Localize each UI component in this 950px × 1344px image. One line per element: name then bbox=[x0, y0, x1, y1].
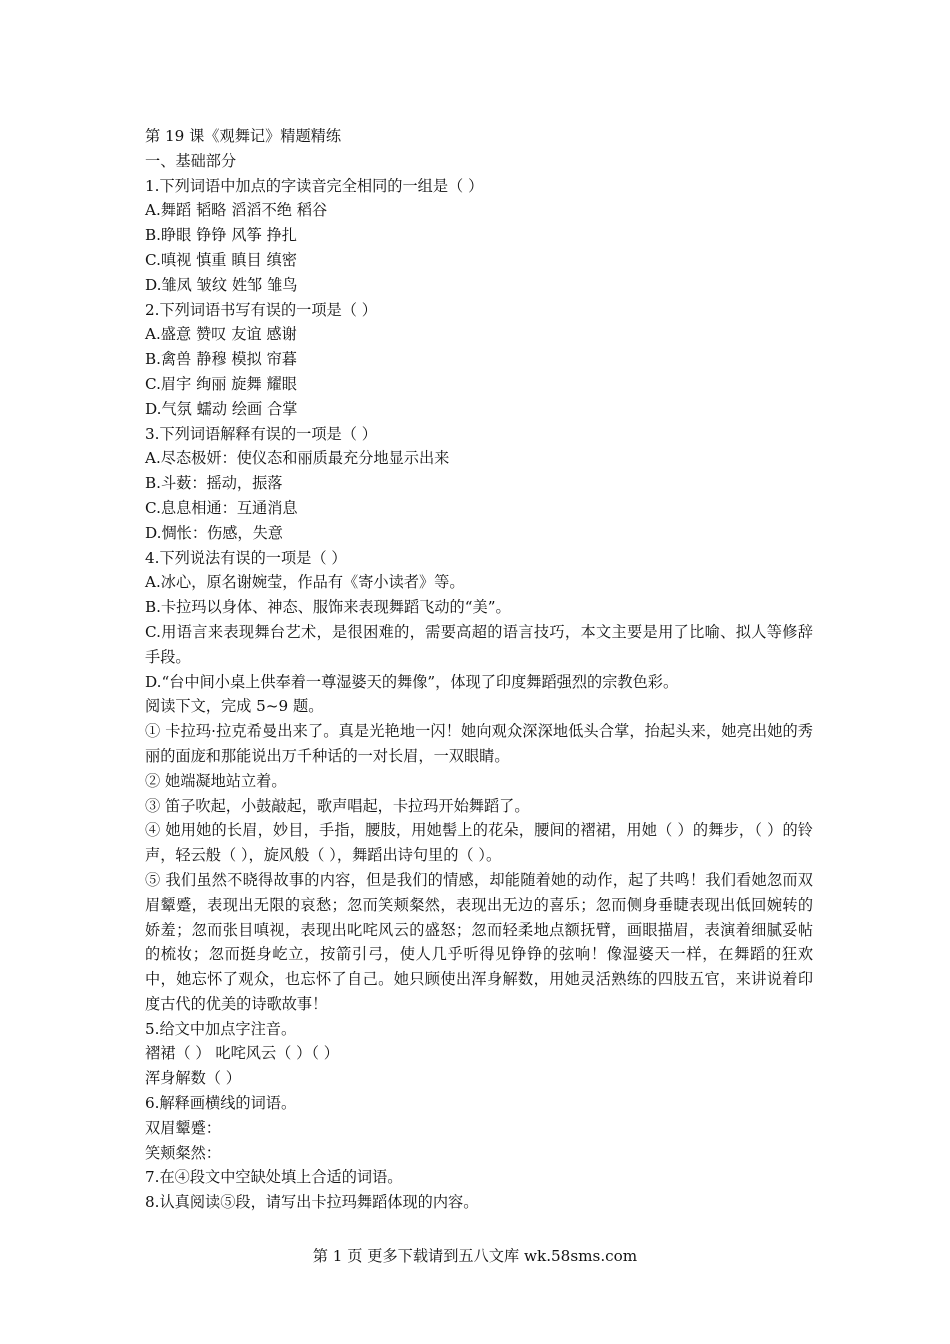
passage-paragraph-3: ③ 笛子吹起，小鼓敲起，歌声唱起，卡拉玛开始舞蹈了。 bbox=[145, 796, 530, 815]
question-6-line-1: 双眉颦蹙： bbox=[145, 1118, 221, 1137]
question-8-stem: 8.认真阅读⑤段，请写出卡拉玛舞蹈体现的内容。 bbox=[145, 1193, 479, 1212]
question-5-stem: 5.给文中加点字注音。 bbox=[145, 1019, 297, 1038]
question-4-option-d: D.“台中间小桌上供奉着一尊湿婆天的舞像”，体现了印度舞蹈强烈的宗教色彩。 bbox=[145, 672, 679, 691]
question-4-option-a: A.冰心，原名谢婉莹，作品有《寄小读者》等。 bbox=[145, 573, 465, 592]
question-1-option-d: D.雏凤 皱纹 姓邹 雏鸟 bbox=[145, 275, 298, 294]
question-2-option-a: A.盛意 赞叹 友谊 感谢 bbox=[145, 325, 297, 344]
passage-paragraph-5: ⑤ 我们虽然不晓得故事的内容，但是我们的情感，却能随着她的动作，起了共鸣！我们看她忽而双眉颦蹙，表现出无限的哀愁；忽而笑颊粲然，表现出无边的喜乐；忽而侧身垂睫表现出低回婉转的娇羞；忽而张目嗔视，表现出叱咤风云的盛怒；忽而轻柔地点额抚臂，画眼描眉，表演着细腻妥帖的梳妆；忽而挺身屹立，按箭引弓，使人几乎听得见铮铮的弦响！像湿婆天一样，在舞蹈的狂欢中，她忘怀了观众，也忘怀了自己。她只顾使出浑身解数，用她灵活熟练的四肢五官，来讲说着印度古代的优美的诗歌故事！ bbox=[145, 870, 813, 1013]
question-3-option-c: C.息息相通：互通消息 bbox=[145, 498, 298, 517]
reading-intro: 阅读下文，完成 5~9 题。 bbox=[145, 697, 324, 716]
section-heading: 一、基础部分 bbox=[145, 151, 237, 170]
question-2-option-d: D.气氛 蠕动 绘画 合掌 bbox=[145, 399, 298, 418]
question-1-option-a: A.舞蹈 韬略 滔滔不绝 稻谷 bbox=[145, 201, 328, 220]
question-6-stem: 6.解释画横线的词语。 bbox=[145, 1094, 297, 1113]
passage-paragraph-2: ② 她端凝地站立着。 bbox=[145, 771, 287, 790]
question-3-option-b: B.斗薮：摇动，振落 bbox=[145, 474, 283, 493]
question-5-line-2: 浑身解数（ ） bbox=[145, 1069, 241, 1088]
question-2-option-c: C.眉宇 绚丽 旋舞 耀眼 bbox=[145, 374, 297, 393]
question-2-option-b: B.禽兽 静穆 模拟 帘暮 bbox=[145, 350, 297, 369]
passage-paragraph-4: ④ 她用她的长眉，妙目，手指，腰肢，用她髻上的花朵，腰间的褶裙，用她（ ）的舞步，（ ）的铃声，轻云般（ ），旋风般（ ），舞蹈出诗句里的（ ）。 bbox=[145, 821, 813, 865]
question-6-line-2: 笑颊粲然： bbox=[145, 1143, 221, 1162]
question-3-option-a: A.尽态极妍：使仪态和丽质最充分地显示出来 bbox=[145, 449, 450, 468]
question-7-stem: 7.在④段文中空缺处填上合适的词语。 bbox=[145, 1168, 403, 1187]
document-title: 第 19 课《观舞记》精题精练 bbox=[145, 127, 342, 145]
question-4-option-c: C.用语言来表现舞台艺术，是很困难的，需要高超的语言技巧，本文主要是用了比喻、拟人等修辞手段。 bbox=[145, 622, 813, 666]
page-footer: 第 1 页 更多下载请到五八文库 wk.58sms.com bbox=[312, 1247, 638, 1265]
question-5-line-1: 褶裙（ ） 叱咤风云（ ）（ ） bbox=[145, 1044, 339, 1063]
question-3-option-d: D.惆怅：伤感，失意 bbox=[145, 523, 283, 542]
question-1-option-b: B.睁眼 铮铮 风筝 挣扎 bbox=[145, 226, 297, 245]
question-3-stem: 3.下列词语解释有误的一项是（ ） bbox=[145, 424, 377, 443]
passage-paragraph-1: ① 卡拉玛·拉克希曼出来了。真是光艳地一闪！她向观众深深地低头合掌，抬起头来，她亮出她的秀丽的面庞和那能说出万千种话的一对长眉，一双眼睛。 bbox=[145, 722, 813, 765]
question-1-stem: 1.下列词语中加点的字读音完全相同的一组是（ ） bbox=[145, 176, 484, 195]
document-body bbox=[145, 124, 813, 1215]
question-1-option-c: C.嗔视 慎重 瞋目 缜密 bbox=[145, 250, 297, 269]
question-4-stem: 4.下列说法有误的一项是（ ） bbox=[145, 548, 347, 567]
question-4-option-b: B.卡拉玛以身体、神态、服饰来表现舞蹈飞动的“美”。 bbox=[145, 598, 511, 617]
question-2-stem: 2.下列词语书写有误的一项是（ ） bbox=[145, 300, 377, 319]
